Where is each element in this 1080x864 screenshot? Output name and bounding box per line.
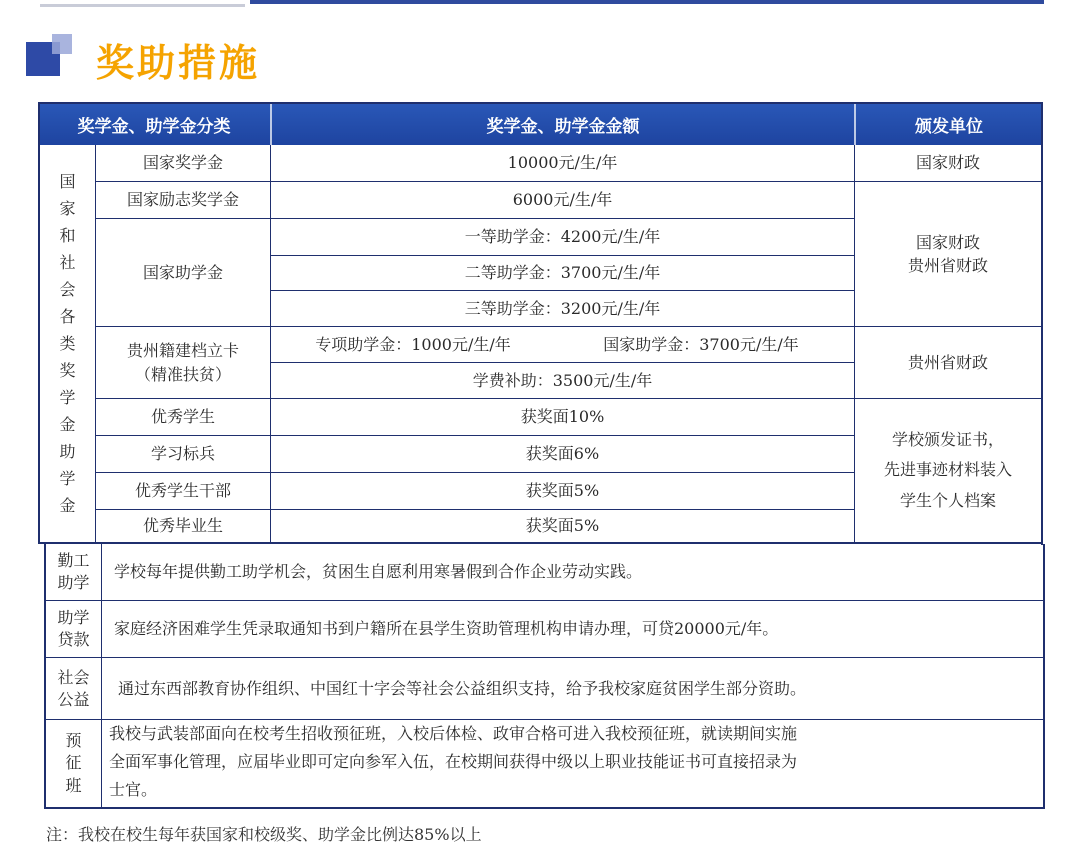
other-text: 家庭经济困难学生凭录取通知书到户籍所在县学生资助管理机构申请办理，可贷20000元/年。 (114, 619, 779, 639)
header-issuer: 颁发单位 (915, 116, 983, 137)
row-motivational-name: 国家励志奖学金 (126, 190, 239, 210)
other-label: 社会 公益 (57, 667, 90, 709)
row-poverty-unit: 贵州省财政 (907, 352, 988, 372)
row-honor-name: 优秀毕业生 (142, 516, 223, 536)
row-poverty-national: 国家助学金：3700元/生/年 (603, 334, 799, 354)
footnote: 注：我校在校生每年获国家和校级奖、助学金比例达85%以上 (46, 825, 482, 844)
row-grant-tier-2: 二等助学金：3700元/生/年 (464, 263, 661, 283)
row-national-scholarship-name: 国家奖学金 (142, 153, 223, 173)
row-honor-name: 优秀学生干部 (134, 481, 231, 501)
other-label: 助学 贷款 (57, 608, 90, 649)
row-national-scholarship-amount: 10000元/生/年 (507, 153, 618, 173)
header-amount: 奖学金、助学金金额 (486, 116, 640, 137)
row-grant-tier-1: 一等助学金：4200元/生/年 (464, 227, 661, 247)
row-motivational-amount: 6000元/生/年 (512, 190, 613, 210)
header-category: 奖学金、助学金分类 (77, 116, 231, 137)
top-divider-left (40, 4, 245, 7)
other-text: 学校每年提供勤工助学机会，贫困生自愿利用寒暑假到合作企业劳动实践。 (114, 562, 643, 582)
other-label: 预 征 班 (65, 730, 82, 795)
row-honors-unit: 学校颁发证书， 先进事迹材料装入 学生个人档案 (883, 429, 1012, 510)
row-grant-name: 国家助学金 (142, 262, 223, 282)
other-label: 勤工 助学 (57, 551, 90, 592)
row-honor-ratio: 获奖面10% (520, 407, 605, 427)
row-poverty-special: 专项助学金：1000元/生/年 (315, 334, 511, 354)
row-honor-name: 优秀学生 (150, 407, 215, 427)
group-label: 国家 和社 会各 类奖 学金 助学 金 (59, 172, 76, 515)
row-grant-unit: 国家财政 贵州省财政 (907, 232, 988, 275)
row-honor-ratio: 获奖面6% (525, 444, 600, 464)
page-title: 奖助措施 (96, 41, 261, 85)
row-honor-ratio: 获奖面5% (525, 516, 600, 536)
row-honor-name: 学习标兵 (150, 444, 215, 464)
other-text: 通过东西部教育协作组织、中国红十字会等社会公益组织支持，给予我校家庭贫困学生部分资助。 (118, 678, 807, 698)
row-grant-tier-3: 三等助学金：3200元/生/年 (464, 298, 661, 318)
top-divider-right (250, 0, 1044, 4)
other-text: 我校与武装部面向在校考生招收预征班，入校后体检、政审合格可进入我校预征班，就读期间实施 全面军事化管理，应届毕业即可定向参军入伍，在校期间获得中级以上职业技能证书可直接招录为 士官。 (109, 724, 798, 799)
row-poverty-name: 贵州籍建档立卡 （精准扶贫） (126, 341, 239, 384)
row-national-scholarship-unit: 国家财政 (915, 153, 980, 173)
row-honor-ratio: 获奖面5% (525, 481, 600, 501)
row-poverty-tuition: 学费补助：3500元/生/年 (472, 370, 653, 390)
